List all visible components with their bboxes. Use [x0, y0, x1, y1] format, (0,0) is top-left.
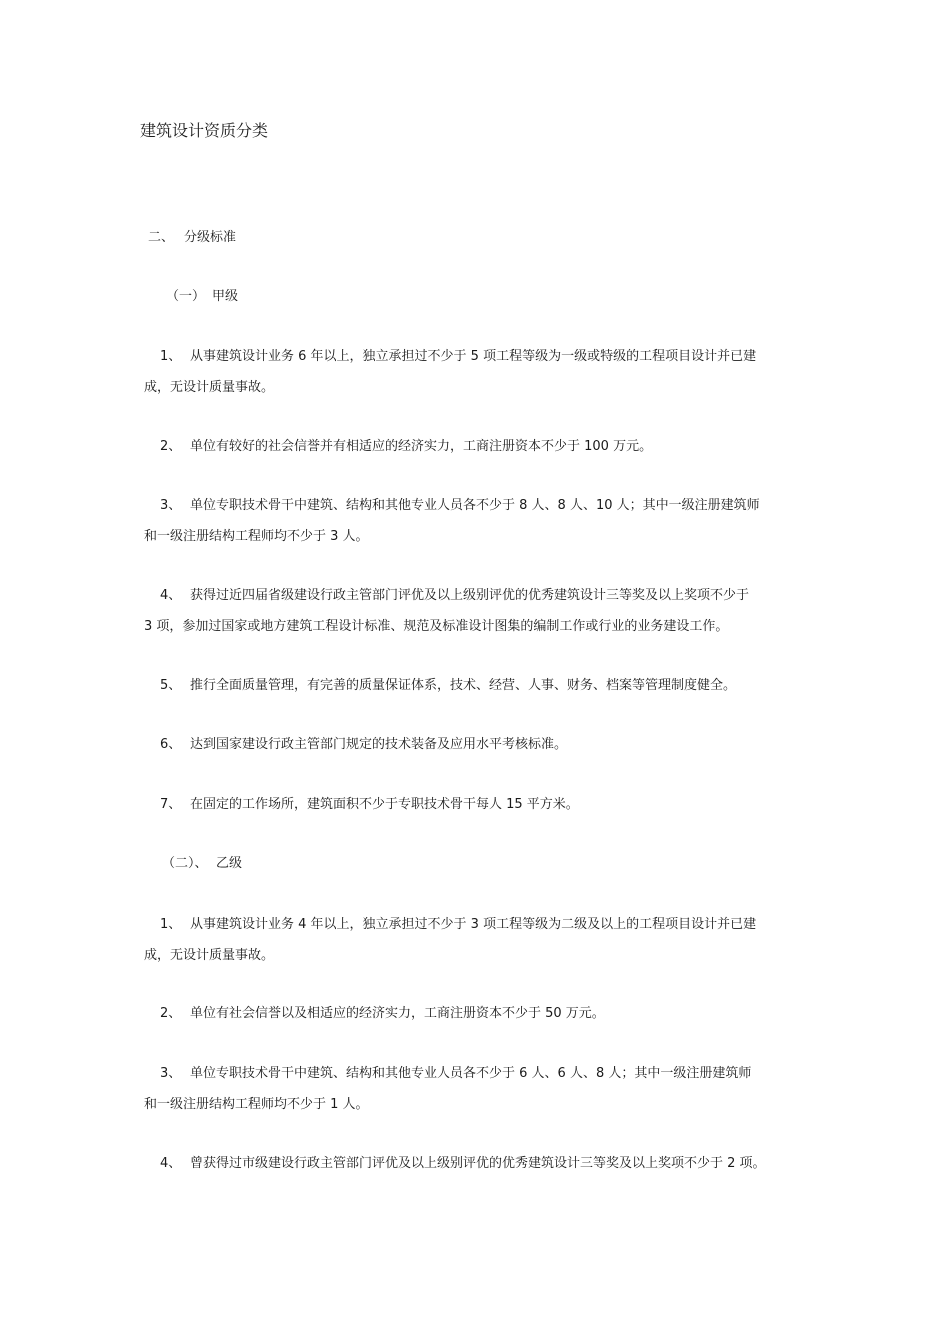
item-number: 1、 — [160, 917, 182, 932]
grade-a-item-4 — [144, 580, 814, 642]
item-number: 4、 — [160, 588, 182, 603]
grade-a-heading — [166, 287, 238, 307]
item-text: 单位专职技术骨干中建筑、结构和其他专业人员各不少于 8 人、8 人、10 人；其中一级注册建筑师 — [190, 498, 760, 513]
item-text: 推行全面质量管理，有完善的质量保证体系，技术、经营、人事、财务、档案等管理制度健全。 — [190, 678, 737, 693]
section-heading — [148, 228, 236, 248]
grade-a-item-6 — [144, 729, 814, 760]
grade-a-item-3 — [144, 490, 814, 552]
grade-b-title: 乙级 — [216, 856, 243, 871]
item-text: 曾获得过市级建设行政主管部门评优及以上级别评优的优秀建筑设计三等奖及以上奖项不少于 2 项。 — [190, 1156, 766, 1171]
section-number: 二、 — [148, 230, 175, 245]
item-text: 获得过近四届省级建设行政主管部门评优及以上级别评优的优秀建筑设计三等奖及以上奖项不少于 — [190, 588, 750, 603]
grade-b-number: （二）、 — [162, 856, 208, 871]
item-text-cont: 和一级注册结构工程师均不少于 1 人。 — [144, 1097, 369, 1112]
item-text-cont: 3 项，参加过国家或地方建筑工程设计标准、规范及标准设计图集的编制工作或行业的业务建设工作。 — [144, 619, 729, 634]
section-title: 分级标准 — [184, 230, 237, 245]
grade-a-item-7 — [144, 789, 814, 820]
grade-b-item-1 — [144, 909, 814, 971]
grade-b-item-2 — [144, 998, 814, 1029]
grade-b-item-3 — [144, 1058, 814, 1120]
item-number: 3、 — [160, 1066, 182, 1081]
grade-a-number: （一） — [166, 289, 206, 304]
item-text: 从事建筑设计业务 4 年以上，独立承担过不少于 3 项工程等级为二级及以上的工程项目设计并已建 — [190, 917, 757, 932]
item-number: 7、 — [160, 797, 182, 812]
grade-b-heading — [162, 854, 242, 874]
grade-b-item-4 — [144, 1148, 814, 1179]
item-text: 达到国家建设行政主管部门规定的技术装备及应用水平考核标准。 — [190, 737, 568, 752]
item-number: 3、 — [160, 498, 182, 513]
item-number: 4、 — [160, 1156, 182, 1171]
item-number: 6、 — [160, 737, 182, 752]
document-title: 建筑设计资质分类 — [140, 121, 269, 140]
grade-a-item-1 — [144, 341, 814, 403]
item-text: 在固定的工作场所，建筑面积不少于专职技术骨干每人 15 平方米。 — [190, 797, 579, 812]
item-number: 5、 — [160, 678, 182, 693]
item-text: 单位有社会信誉以及相适应的经济实力，工商注册资本不少于 50 万元。 — [190, 1006, 605, 1021]
grade-a-item-2 — [144, 431, 814, 462]
item-number: 2、 — [160, 1006, 182, 1021]
item-text: 从事建筑设计业务 6 年以上，独立承担过不少于 5 项工程等级为一级或特级的工程项目设计并已建 — [190, 349, 757, 364]
item-text-cont: 成，无设计质量事故。 — [144, 948, 275, 963]
item-text-cont: 和一级注册结构工程师均不少于 3 人。 — [144, 529, 369, 544]
item-number: 2、 — [160, 439, 182, 454]
grade-a-title: 甲级 — [212, 289, 239, 304]
item-text: 单位有较好的社会信誉并有相适应的经济实力，工商注册资本不少于 100 万元。 — [190, 439, 653, 454]
item-number: 1、 — [160, 349, 182, 364]
item-text-cont: 成，无设计质量事故。 — [144, 380, 275, 395]
item-text: 单位专职技术骨干中建筑、结构和其他专业人员各不少于 6 人、6 人、8 人；其中一级注册建筑师 — [190, 1066, 752, 1081]
grade-a-item-5 — [144, 670, 814, 701]
